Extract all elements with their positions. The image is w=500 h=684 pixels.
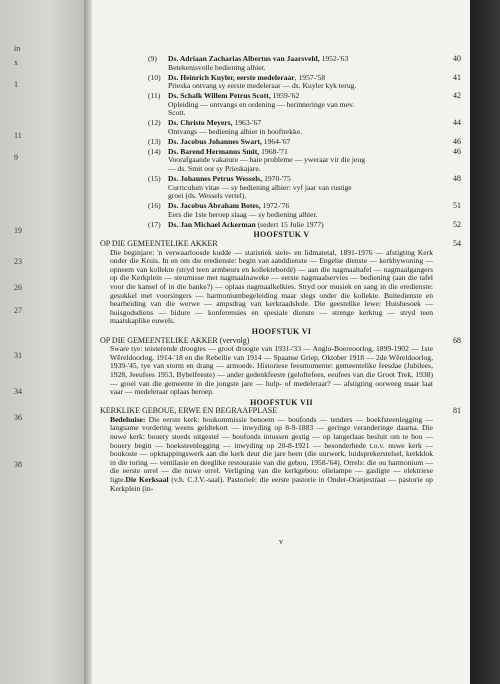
chapter-title: OP DIE GEMEENTELIKE AKKER: [100, 239, 218, 248]
entry-name: Ds. Christo Meyers,: [168, 118, 233, 128]
chapter-summary: [100, 345, 433, 397]
entry-page-number: 46: [453, 136, 461, 146]
summary-lead: Die Kerksaal: [125, 475, 169, 485]
toc-entry: [100, 55, 463, 72]
margin-number: 38: [14, 460, 22, 469]
table-of-contents: [100, 55, 463, 495]
margin-number: 1: [14, 80, 18, 89]
entry-index: (17): [148, 219, 161, 229]
chapter-summary: [100, 249, 433, 326]
chapter-heading: HOOFSTUK V: [253, 230, 310, 240]
toc-entry: [100, 148, 463, 174]
entry-years: 1970-'75: [262, 174, 291, 184]
entry-description: groei (ds. Wessels vertel).: [168, 191, 247, 201]
entry-page-number: 51: [453, 201, 461, 211]
toc-entry: [100, 74, 463, 91]
entry-index: (12): [148, 118, 161, 128]
chapter-sections: [100, 231, 463, 493]
entry-description: Opleiding — ontvangs en ordening — herinneringe van mev.: [168, 99, 355, 109]
summary-text: (v.h. C.J.V.-saal). Pastorieë: die eerste pastorie in Onder-Oranjestraat — pastorie op Kerkplein (in-: [110, 475, 433, 493]
entry-description: Betekenisvolle bediening alhier.: [168, 62, 266, 72]
entry-name: Ds. Adriaan Zacharias Albertus van Jaarsveld,: [168, 54, 320, 63]
chapter-entry: [100, 407, 463, 493]
minister-entries: [100, 55, 463, 229]
entry-description: — ds. Smit oor sy Prieskajare.: [168, 164, 261, 174]
previous-page-strip: [0, 0, 88, 684]
entry-index: (15): [148, 174, 161, 184]
entry-description: Curriculum vitae — sy bediening alhier: vyf jaar van rustige: [168, 182, 352, 192]
entry-index: (16): [148, 201, 161, 211]
entry-years: , 1957-'58: [294, 72, 326, 82]
margin-number: 27: [14, 306, 22, 315]
entry-name: Ds. Jacobus Johannes Swart,: [168, 136, 262, 146]
entry-description: Prieska ontvang sy eerste medeleraar — ds. Kuyler kyk terug.: [168, 81, 357, 91]
entry-name: Ds. Barend Hermanus Smit,: [168, 146, 260, 156]
margin-number: in: [14, 44, 21, 53]
toc-entry: [100, 138, 463, 147]
summary-text: Die beginjare: 'n verwaarloosde kudde — statistiek siele- en lidmatetal, 1891-1976 — afstigting Kerk onder die Kruis. In en om die eredienste: begin van aanddienste — Engelse dienste — kerkbywoning — opneem van kollekte (stryd teen armbeurs en kollektebordé) — aan die nagmaaltafel — nagmaalgangers op die Kerkplein — steurnisse met nagmaalnaweke — eerste nagmaalservies — bediening (aan die tafel voor die kansel of in die banke?) — oplaas nagmaalkelkies. Stryd oor musiek en sang in die eredienste: gesukkel met voorsingers — harmoniumbegeleiding maar slegs onder die kollekte. Buitedienste en bearbeiding van die werwe — ampsdrag van kerkraadslede. Die geestelike lewe: Huisbesoek — huisgodsdiens — bidure — konferensies en spesiale dienste — strenge kerktug — stryd teen maatskaplike euwels.: [110, 247, 433, 326]
entry-index: (9): [148, 54, 157, 63]
entry-name: Ds. Jan Michael Ackerman: [168, 219, 256, 229]
entry-years: 1972-'76: [260, 201, 290, 211]
margin-number: 23: [14, 257, 22, 266]
margin-number: 34: [14, 387, 22, 396]
margin-number: 11: [14, 131, 22, 140]
margin-number: 9: [14, 153, 18, 162]
entry-years: 1964-'67: [261, 136, 291, 146]
entry-page-number: 52: [453, 219, 461, 229]
toc-entry: [100, 202, 463, 219]
toc-entry: [100, 175, 463, 201]
margin-number: x: [14, 58, 18, 67]
margin-number: 19: [14, 226, 22, 235]
entry-name: Ds. Heinrich Kuyler, eerste medeleraar: [168, 72, 295, 82]
toc-entry: [100, 119, 463, 136]
entry-index: (11): [148, 91, 161, 101]
entry-description: Voorafgaande vakature — baie probleme — yweraar vir die jeug: [168, 155, 366, 165]
entry-years: (sedert 15 Julie 1977): [255, 219, 324, 229]
toc-entry: [100, 221, 463, 230]
entry-page-number: 42: [453, 91, 461, 101]
entry-description: Eers die 1ste beroep slaag — sy bediening alhier.: [168, 209, 318, 219]
margin-number: 26: [14, 283, 22, 292]
entry-description: Ontvangs — bediening alhier in hooftrekke.: [168, 126, 303, 136]
entry-index: (14): [148, 146, 161, 156]
margin-number: 36: [14, 413, 22, 422]
entry-page-number: 46: [453, 146, 461, 156]
document-page: [92, 0, 470, 684]
summary-lead: Bedehuise:: [110, 414, 146, 424]
chapter-summary: [100, 416, 433, 493]
chapter-page-number: 81: [453, 406, 461, 416]
entry-years: 1963-'67: [232, 118, 262, 128]
book-edge: [470, 0, 500, 684]
chapter-entry: [100, 337, 463, 397]
entry-years: 1959-'62: [270, 91, 300, 101]
chapter-entry: [100, 240, 463, 326]
toc-entry: [100, 92, 463, 118]
chapter-page-number: 68: [453, 335, 461, 345]
chapter-title: OP DIE GEMEENTELIKE AKKER (vervolg): [100, 335, 250, 345]
entry-page-number: 41: [453, 72, 461, 82]
entry-name: Ds. Jacobus Abraham Botes,: [168, 201, 261, 211]
entry-years: 1952-'63: [319, 54, 349, 63]
chapter-page-number: 54: [453, 239, 461, 248]
summary-text: Sware tye: teisterende droogtes — groot droogte van 1931-'33 — Anglo-Boereoorlog, 1899-1902 — 1ste Wêreldoorlog, 1914-'18 en die Rebellie van 1914 — Spaanse Griep, Oktober 1918 — 2de Wêreldoorlog, 1939-'45, tye van storm en drang — armoede. Historiese feesmomente: gemeentelike feesdae (Jubilees, 1928, Jeeufees 1953, Bybelfeeste) — ander gedenkfeeste (geloftefees, eeufees van die Groot Trek, 1938) — groei van die gemeente in die jongste jare — hulp- of medeleraar? — afstigting oorweeg maar laat vaar — medeleraar oplaas beroep.: [110, 344, 433, 397]
entry-description: Scott.: [168, 108, 186, 118]
entry-page-number: 48: [453, 174, 461, 184]
summary-text: Die eerste kerk: boukommissie benoem — boufonds — tenders — boekfsteenlegging — langsame vordering weens geldtekort — inwyding op 8-9-1883 — geringe veranderinge daarna. Die nuwe kerk: bouery steeds uitgestel — boufonds intussen gestig — op langerlaas besluit om te bou — bouery begin — hoeksteenlegging — inwyding op 20-8-1921 — besonderhede t.o.v. nuwe kerk — boukoste — opknappingswerk aan die kerk deur die jare heen (die uurwerk, luidsprekerstelsel, kerkklok in die toring — ventilasie en deeglike restourasie van die gebou, 1958-'64). Orrels: die ou harmonium — die eerste orrel — die nuwe orrel. Verligting van die kerkgebou: olielampe — gasligte — elektriese ligte.: [110, 414, 433, 485]
entry-name: Ds. Schalk Willem Petrus Scott,: [168, 91, 271, 101]
margin-number: 31: [14, 351, 22, 360]
entry-years: 1968-'71: [259, 146, 288, 156]
entry-page-number: 44: [453, 118, 461, 128]
entry-page-number: 40: [453, 54, 461, 63]
chapter-title: KERKLIKE GEBOUE, ERWE EN BEGRAAFPLASE: [100, 406, 278, 416]
entry-index: (10): [148, 72, 161, 82]
page-number-footer: v: [279, 537, 283, 546]
entry-name: Ds. Johannes Petrus Wessels,: [168, 174, 263, 184]
chapter-heading: HOOFSTUK VI: [251, 326, 312, 336]
entry-index: (13): [148, 136, 161, 146]
chapter-heading: HOOFSTUK VII: [250, 397, 313, 407]
